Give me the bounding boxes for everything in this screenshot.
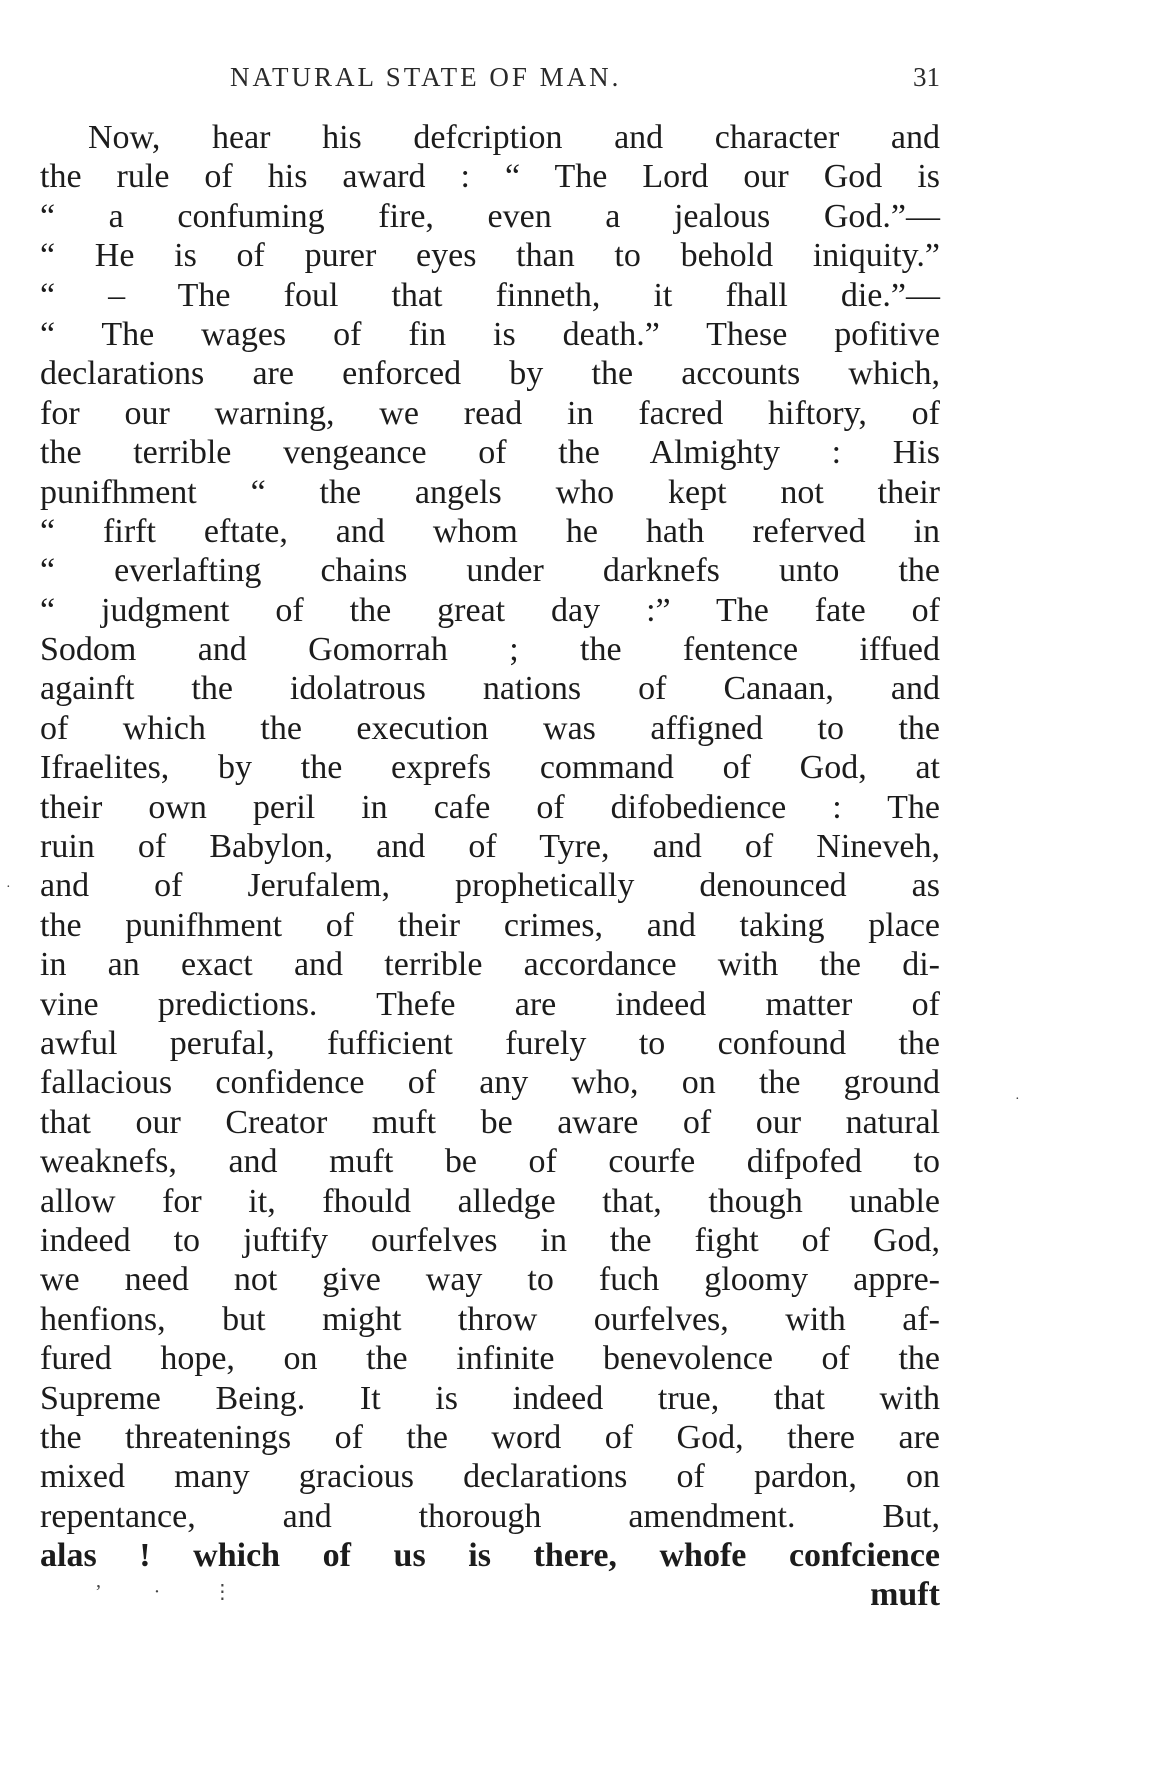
text-line: “ He is of purer eyes than to behold iniquity.” <box>40 237 940 275</box>
text-line: Now, hear his defcription and character and <box>88 119 940 156</box>
text-line: we need not give way to fuch gloomy appre- <box>40 1261 940 1299</box>
text-line: “ The wages of fin is death.” These pofitive <box>40 315 940 353</box>
text-line: againft the idolatrous nations of Canaan, and <box>40 670 940 708</box>
text-line: mixed many gracious declarations of pardon, on <box>40 1458 940 1496</box>
text-line: vine predictions. Thefe are indeed matter of <box>40 985 940 1023</box>
text-line: Ifraelites, by the exprefs command of God, at <box>40 749 940 787</box>
text-line: fallacious confidence of any who, on the ground <box>40 1064 940 1102</box>
catchword: muft <box>870 1576 940 1614</box>
text-line: Sodom and Gomorrah ; the fentence iffued <box>40 631 940 669</box>
text-line: awful perufal, fufficient furely to confound the <box>40 1024 940 1062</box>
text-line: alas ! which of us is there, whofe confcience <box>40 1537 940 1575</box>
text-line: indeed to juftify ourfelves in the fight of God, <box>40 1221 940 1259</box>
text-line: “ judgment of the great day :” The fate of <box>40 591 940 629</box>
text-line: “ firft eftate, and whom he hath referved in <box>40 512 940 550</box>
text-line: the threatenings of the word of God, there are <box>40 1418 940 1456</box>
text-line: and of Jerufalem, prophetically denounced as <box>40 867 940 905</box>
text-line: fured hope, on the infinite benevolence of the <box>40 1340 940 1378</box>
text-line: henfions, but might throw ourfelves, with af- <box>40 1300 940 1338</box>
print-specks-icon: ’·⋮ <box>95 1581 285 1604</box>
text-line: ruin of Babylon, and of Tyre, and of Nineveh, <box>40 828 940 866</box>
text-line: the punifhment of their crimes, and taking place <box>40 906 940 944</box>
text-line: Supreme Being. It is indeed true, that with <box>40 1379 940 1417</box>
text-line: that our Creator muft be aware of our natural <box>40 1103 940 1141</box>
stray-mark-icon: · <box>6 880 11 895</box>
text-line: their own peril in cafe of difobedience : The <box>40 788 940 826</box>
text-line: the terrible vengeance of the Almighty : His <box>40 434 940 472</box>
text-line: the rule of his award : “ The Lord our God is <box>40 158 940 196</box>
text-line: “ a confuming fire, even a jealous God.”— <box>40 197 940 235</box>
page-number: 31 <box>913 62 940 92</box>
text-line: declarations are enforced by the accounts which, <box>40 355 940 393</box>
text-line: in an exact and terrible accordance with the di- <box>40 946 940 984</box>
catchword-row <box>40 1575 940 1614</box>
text-line: of which the execution was affigned to the <box>40 709 940 747</box>
running-head: NATURAL STATE OF MAN. <box>230 62 622 92</box>
text-line: weaknefs, and muft be of courfe difpofed to <box>40 1143 940 1181</box>
stray-mark-icon: · <box>1015 1092 1020 1107</box>
text-line: “ – The foul that finneth, it fhall die.”— <box>40 276 940 314</box>
text-line: for our warning, we read in facred hiftory, of <box>40 394 940 432</box>
text-line: “ everlafting chains under darknefs unto the <box>40 552 940 590</box>
text-line: allow for it, fhould alledge that, though unable <box>40 1182 940 1220</box>
body-text <box>40 118 940 1615</box>
page-header <box>210 62 940 102</box>
text-line: repentance, and thorough amendment. But, <box>40 1497 940 1535</box>
text-line: punifhment “ the angels who kept not their <box>40 473 940 511</box>
